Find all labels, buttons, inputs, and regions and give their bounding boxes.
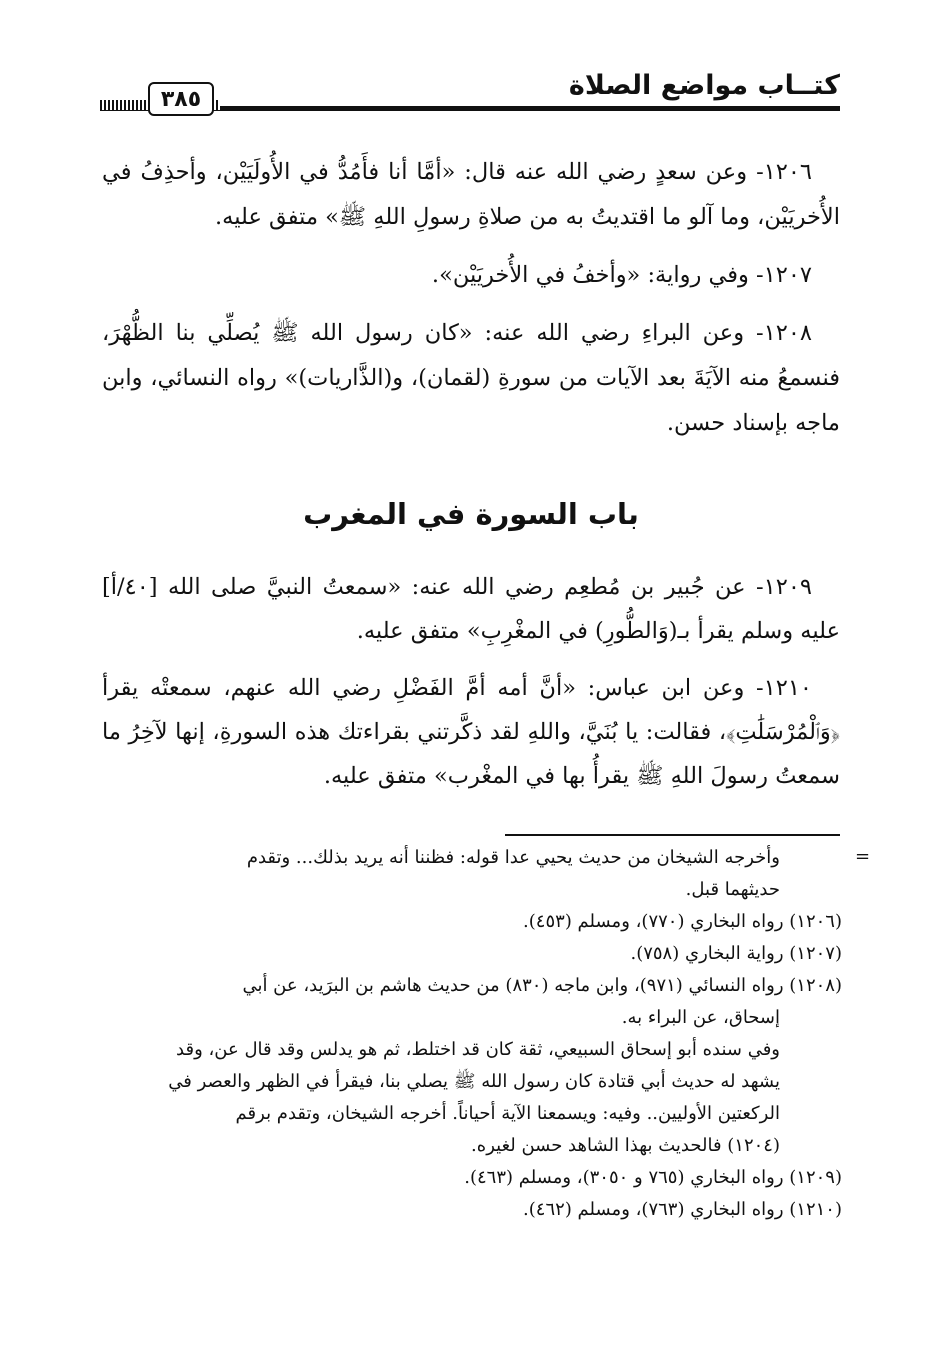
book-title: كتــاب مواضع الصلاة [568, 70, 840, 101]
hadith-text: وعن سعدٍ رضي الله عنه قال: «أمَّا أنا فأَمُدُّ في الأُولَيَيْن، وأحذِفُ في الأُخريَيْن، وما آلو ما اقتديتُ به من صلاةِ رسولِ اللهِ ﷺ» متفق عليه. [102, 159, 840, 230]
body-text-top [102, 150, 840, 459]
body-text-bottom [102, 565, 840, 811]
hadith-text: وفي رواية: «وأخفُ في الأُخريَيْن». [431, 262, 749, 288]
hadith-paragraph [102, 565, 840, 653]
hadith-number: ١٢٠٦- [756, 159, 813, 185]
hadith-number: ١٢١٠- [756, 675, 812, 701]
hadith-paragraph [102, 150, 840, 240]
hadith-text: وعن البراءِ رضي الله عنه: «كان رسول الله ﷺ يُصلِّي بنا الظُّهْرَ، فنسمعُ منه الآيَةَ بعد الآيات من سورةِ (لقمان)، و(الذَّاريات)» رواه النسائي، وابن ماجه بإسناد حسن. [102, 320, 840, 436]
chapter-heading: باب السورة في المغرب [303, 497, 639, 531]
footnote-line: (١٢٠٧) رواية البخاري (٧٥٨). [630, 943, 842, 964]
footnote-line: يشهد له حديث أبي قتادة كان رسول الله ﷺ يصلي بنا، فيقرأ في الظهر والعصر في [168, 1071, 780, 1092]
footnotes [100, 842, 842, 1226]
footnote-line: (١٢٠٩) رواه البخاري (٧٦٥ و ٣٠٥٠)، ومسلم (٤٦٣). [464, 1167, 842, 1188]
footnote-line: الركعتين الأوليين.. وفيه: ويسمعنا الآية أحياناً. أخرجه الشيخان، وتقدم برقم [235, 1103, 780, 1124]
footnote-line: (١٢١٠) رواه البخاري (٧٦٣)، ومسلم (٤٦٢). [523, 1199, 842, 1220]
footnote-line: حديثهما قبل. [685, 879, 780, 900]
hadith-number: ١٢٠٨- [756, 320, 812, 346]
footnote-line: وفي سنده أبو إسحاق السبيعي، ثقة كان قد اختلط، ثم هو يدلس وقد قال عن، وقد [176, 1039, 780, 1060]
hadith-paragraph [102, 311, 840, 446]
hadith-number: ١٢٠٧- [756, 262, 812, 288]
hadith-paragraph [102, 666, 840, 798]
hadith-number: ١٢٠٩- [756, 574, 812, 600]
footnote-line: (١٢٠٨) رواه النسائي (٩٧١)، وابن ماجه (٨٣٠) من حديث هاشم بن البرَيد، عن أبي [242, 975, 842, 996]
footnote-line: وأخرجه الشيخان من حديث يحيي عدا قوله: فظننا أنه يريد بذلك... وتقدم [246, 847, 780, 868]
footnote-line: (١٢٠٤) فالحديث بهذا الشاهد حسن لغيره. [471, 1135, 780, 1156]
hadith-text: عن جُبير بن مُطعِم رضي الله عنه: «سمعتُ النبيَّ صلى الله [٤٠/أ] عليه وسلم يقرأ بـ(وَالطُّورِ) في المغْرِبِ» متفق عليه. [102, 574, 840, 644]
page-header [100, 62, 840, 122]
page-number: ٣٨٥ [148, 82, 214, 116]
hadith-paragraph [102, 253, 840, 298]
footnote-line: (١٢٠٦) رواه البخاري (٧٧٠)، ومسلم (٤٥٣). [523, 911, 842, 932]
footnote-line: إسحاق، عن البراء به. [621, 1007, 780, 1028]
footnote-separator [505, 834, 840, 836]
continuation-mark: = [855, 846, 871, 867]
hadith-text: وعن ابن عباس: «أنَّ أمه أمَّ الفَضْلِ رضي الله عنهم، سمعتْه يقرأ ﴿وَٱلْمُرْسَلَٰتِ﴾، فقالت: يا بُنَيَّ، واللهِ لقد ذكَّرتني بقراءتك هذه السورةِ، إنها لآخِرُ ما سمعتُ رسولَ اللهِ ﷺ يقرأُ بها في المغْرب» متفق عليه. [102, 675, 840, 789]
